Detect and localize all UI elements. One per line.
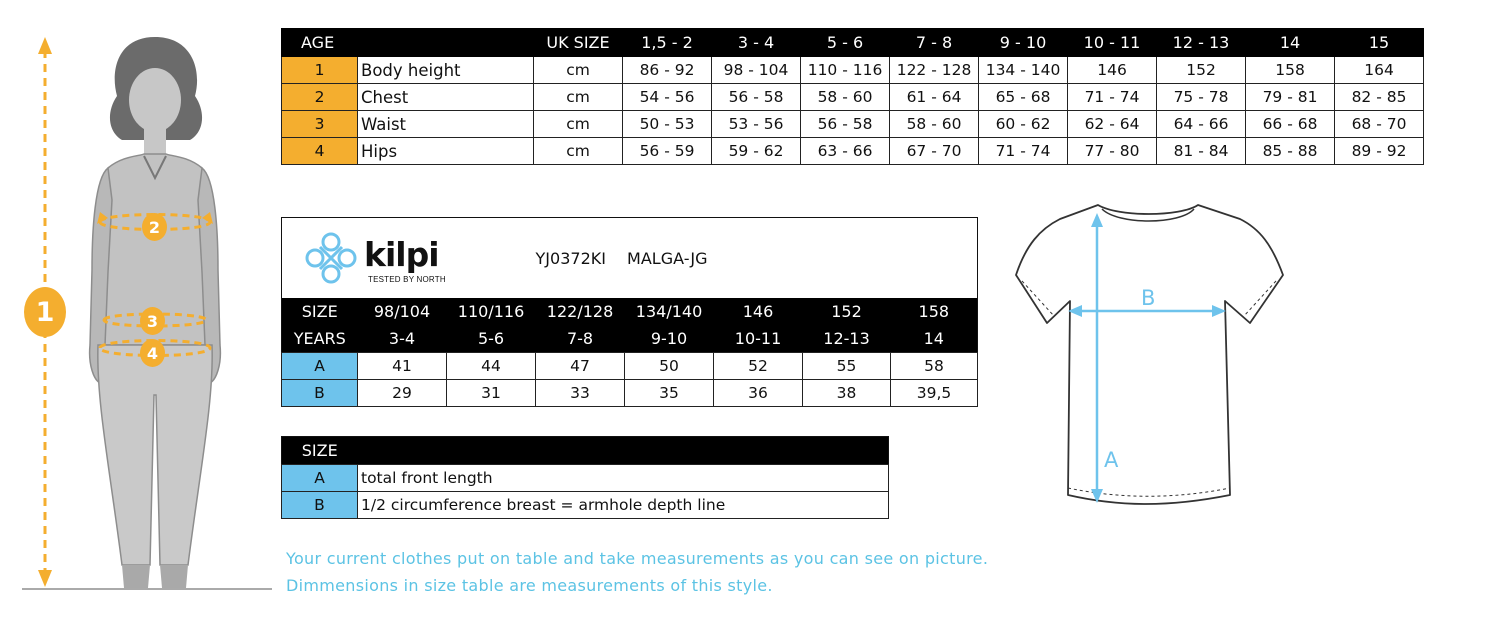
uk-size-header: UK SIZE — [534, 29, 623, 57]
years-col: 5-6 — [447, 325, 536, 353]
cell: 110 - 116 — [801, 57, 890, 84]
cell: 62 - 64 — [1068, 111, 1157, 138]
note-line-2: Dimmensions in size table are measurements of this style. — [286, 576, 773, 595]
measure-label: A — [282, 353, 358, 380]
row-name: Waist — [358, 111, 534, 138]
cell: 50 - 53 — [623, 111, 712, 138]
table-row — [282, 492, 889, 519]
table-row — [282, 84, 1424, 111]
cell: 50 — [625, 353, 714, 380]
tshirt-label-a: A — [1104, 448, 1119, 472]
legend-table — [281, 436, 889, 519]
cell: 68 - 70 — [1335, 111, 1424, 138]
years-label: YEARS — [282, 325, 358, 353]
cell: 36 — [714, 380, 803, 407]
cell: 65 - 68 — [979, 84, 1068, 111]
legend-size-label: SIZE — [282, 437, 358, 465]
row-number: 4 — [282, 138, 358, 165]
cell: 79 - 81 — [1246, 84, 1335, 111]
age-col: 15 — [1335, 29, 1424, 57]
cell: 122 - 128 — [890, 57, 979, 84]
cell: 134 - 140 — [979, 57, 1068, 84]
years-col: 3-4 — [358, 325, 447, 353]
cell: 61 - 64 — [890, 84, 979, 111]
row-number: 2 — [282, 84, 358, 111]
marker-2: 2 — [142, 213, 167, 241]
cell: 35 — [625, 380, 714, 407]
marker-1: 1 — [24, 287, 66, 337]
cell: 75 - 78 — [1157, 84, 1246, 111]
size-col: 158 — [891, 298, 978, 325]
cell: 71 - 74 — [1068, 84, 1157, 111]
legend-label: A — [282, 465, 358, 492]
cell: 81 - 84 — [1157, 138, 1246, 165]
cell: 29 — [358, 380, 447, 407]
cell: 41 — [358, 353, 447, 380]
cell: 39,5 — [891, 380, 978, 407]
cell: 58 - 60 — [801, 84, 890, 111]
row-unit: cm — [534, 111, 623, 138]
cell: 59 - 62 — [712, 138, 801, 165]
row-unit: cm — [534, 57, 623, 84]
tshirt-label-b: B — [1141, 286, 1156, 310]
sizes-row — [282, 298, 978, 325]
cell: 55 — [803, 353, 891, 380]
row-number: 1 — [282, 57, 358, 84]
cell: 85 - 88 — [1246, 138, 1335, 165]
age-col: 3 - 4 — [712, 29, 801, 57]
cell: 152 — [1157, 57, 1246, 84]
cell: 31 — [447, 380, 536, 407]
cell: 67 - 70 — [890, 138, 979, 165]
cell: 44 — [447, 353, 536, 380]
cell: 56 - 58 — [801, 111, 890, 138]
cell: 89 - 92 — [1335, 138, 1424, 165]
years-row — [282, 325, 978, 353]
cell: 158 — [1246, 57, 1335, 84]
age-col: 12 - 13 — [1157, 29, 1246, 57]
cell: 58 — [891, 353, 978, 380]
table-row — [282, 57, 1424, 84]
cell: 58 - 60 — [890, 111, 979, 138]
cell: 56 - 58 — [712, 84, 801, 111]
years-col: 12-13 — [803, 325, 891, 353]
age-col: 1,5 - 2 — [623, 29, 712, 57]
age-col: 7 - 8 — [890, 29, 979, 57]
cell: 82 - 85 — [1335, 84, 1424, 111]
product-size-table — [281, 217, 978, 407]
cell: 38 — [803, 380, 891, 407]
row-unit: cm — [534, 84, 623, 111]
cell: 71 - 74 — [979, 138, 1068, 165]
cell: 52 — [714, 353, 803, 380]
product-name: MALGA-JG — [627, 248, 708, 268]
cell: 33 — [536, 380, 625, 407]
cell: 63 - 66 — [801, 138, 890, 165]
row-name: Body height — [358, 57, 534, 84]
size-col: 98/104 — [358, 298, 447, 325]
cell: 64 - 66 — [1157, 111, 1246, 138]
row-name: Chest — [358, 84, 534, 111]
row-unit: cm — [534, 138, 623, 165]
cell: 56 - 59 — [623, 138, 712, 165]
cell: 164 — [1335, 57, 1424, 84]
age-header: AGE — [282, 29, 534, 57]
kilpi-logo — [302, 229, 452, 289]
size-table-header — [282, 29, 1424, 57]
legend-desc: total front length — [358, 465, 889, 492]
age-col: 10 - 11 — [1068, 29, 1157, 57]
years-col: 9-10 — [625, 325, 714, 353]
row-number: 3 — [282, 111, 358, 138]
years-col: 14 — [891, 325, 978, 353]
age-col: 5 - 6 — [801, 29, 890, 57]
age-col: 9 - 10 — [979, 29, 1068, 57]
age-col: 14 — [1246, 29, 1335, 57]
product-header — [282, 218, 978, 299]
size-col: 134/140 — [625, 298, 714, 325]
size-col: 152 — [803, 298, 891, 325]
years-col: 7-8 — [536, 325, 625, 353]
marker-4: 4 — [140, 339, 165, 367]
size-col: 122/128 — [536, 298, 625, 325]
note-line-1: Your current clothes put on table and take measurements as you can see on picture. — [286, 549, 989, 568]
cell: 54 - 56 — [623, 84, 712, 111]
table-row — [282, 465, 889, 492]
years-col: 10-11 — [714, 325, 803, 353]
brand-name: kilpi — [364, 235, 439, 274]
measure-label: B — [282, 380, 358, 407]
size-label: SIZE — [282, 298, 358, 325]
table-row — [282, 111, 1424, 138]
cell: 77 - 80 — [1068, 138, 1157, 165]
cell: 98 - 104 — [712, 57, 801, 84]
knot-icon — [302, 229, 360, 287]
row-name: Hips — [358, 138, 534, 165]
table-row — [282, 353, 978, 380]
brand-tagline: TESTED BY NORTH — [368, 275, 446, 284]
product-code: YJ0372KI — [535, 248, 606, 268]
size-col: 146 — [714, 298, 803, 325]
cell: 66 - 68 — [1246, 111, 1335, 138]
tshirt-diagram — [1010, 195, 1290, 515]
table-row — [282, 138, 1424, 165]
cell: 86 - 92 — [623, 57, 712, 84]
cell: 47 — [536, 353, 625, 380]
cell: 60 - 62 — [979, 111, 1068, 138]
cell: 146 — [1068, 57, 1157, 84]
size-table — [281, 28, 1424, 165]
table-row — [282, 380, 978, 407]
legend-label: B — [282, 492, 358, 519]
marker-3: 3 — [140, 307, 165, 335]
legend-header — [282, 437, 889, 465]
legend-desc: 1/2 circumference breast = armhole depth line — [358, 492, 889, 519]
cell: 53 - 56 — [712, 111, 801, 138]
size-col: 110/116 — [447, 298, 536, 325]
